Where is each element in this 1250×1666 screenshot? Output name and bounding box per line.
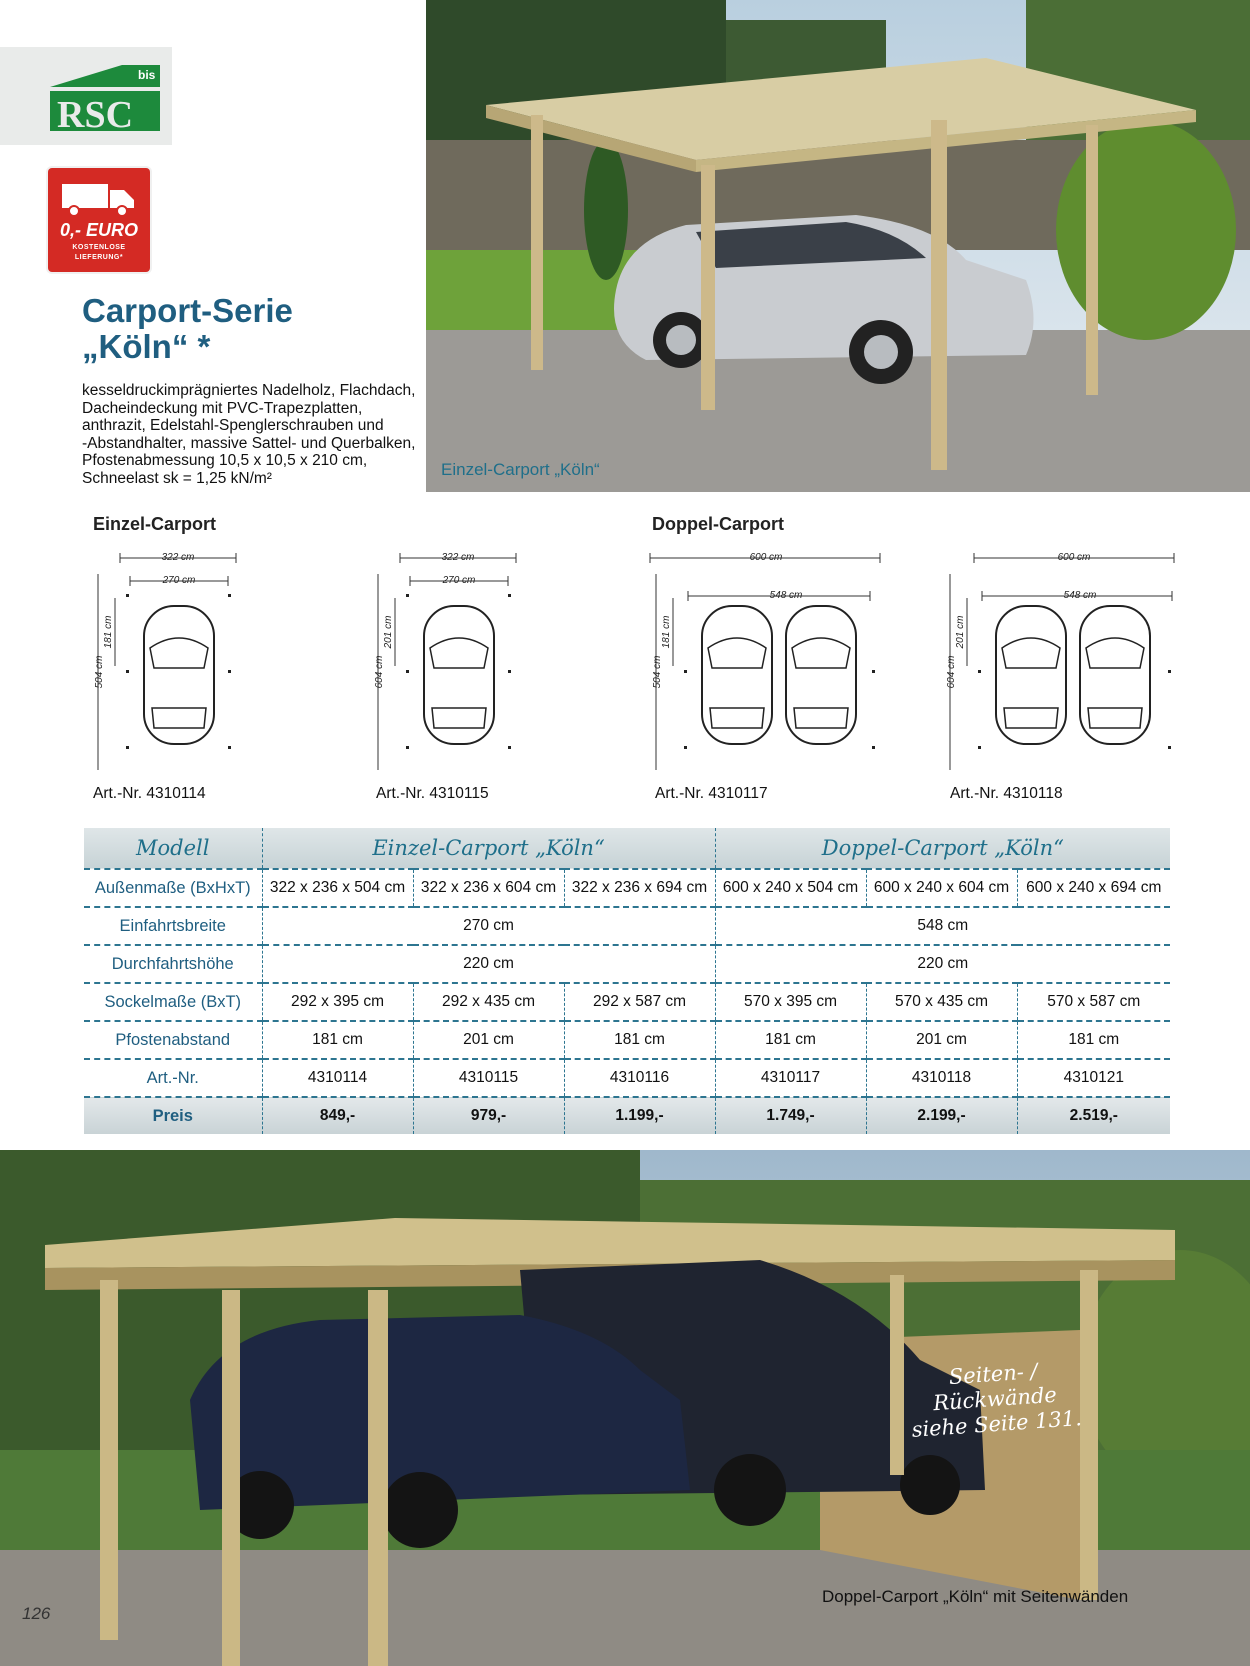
- note-line: Seiten- /: [948, 1358, 1039, 1390]
- plan-art-nr: Art.-Nr. 4310118: [950, 785, 1063, 802]
- row-label: Sockelmaße (BxT): [84, 983, 262, 1021]
- plan-post-distance: 201 cm: [383, 615, 394, 649]
- floor-plan: [646, 548, 886, 780]
- table-cell: 600 x 240 x 694 cm: [1017, 869, 1170, 907]
- row-label: Außenmaße (BxHxT): [84, 869, 262, 907]
- truck-icon: [60, 178, 138, 218]
- car-outline-icon: [144, 606, 214, 744]
- table-row: [84, 1021, 1170, 1059]
- table-cell: 292 x 587 cm: [564, 983, 715, 1021]
- header-model: Modell: [84, 828, 262, 869]
- row-label: Art.-Nr.: [84, 1059, 262, 1097]
- table-cell: 201 cm: [413, 1021, 564, 1059]
- description-line: Schneelast sk = 1,25 kN/m²: [82, 469, 272, 487]
- price-cell: 2.199,-: [866, 1097, 1017, 1134]
- table-cell: 600 x 240 x 504 cm: [715, 869, 866, 907]
- table-cell: 570 x 435 cm: [866, 983, 1017, 1021]
- price-cell: 2.519,-: [1017, 1097, 1170, 1134]
- price-cell: 849,-: [262, 1097, 413, 1134]
- table-cell: 201 cm: [866, 1021, 1017, 1059]
- spec-table: [84, 828, 1170, 1134]
- table-cell: 4310121: [1017, 1059, 1170, 1097]
- car-outline-icon: [786, 606, 856, 744]
- section-double-label: Doppel-Carport: [652, 514, 784, 534]
- page-title: [82, 293, 293, 365]
- table-cell: 548 cm: [715, 907, 1170, 945]
- photo-single-carport: [426, 0, 1250, 492]
- description-line: -Abstandhalter, massive Sattel- und Querbalken,: [82, 434, 416, 452]
- plan-inner-width: 548 cm: [769, 590, 803, 601]
- header-double: Doppel-Carport „Köln“: [715, 828, 1170, 869]
- table-cell: 220 cm: [715, 945, 1170, 983]
- table-cell: 4310115: [413, 1059, 564, 1097]
- description-line: Pfostenabmessung 10,5 x 10,5 x 210 cm,: [82, 452, 368, 469]
- plan-outer-width: 600 cm: [1057, 552, 1091, 563]
- badge-title: 0,- EURO: [59, 220, 138, 240]
- row-label: Preis: [84, 1097, 262, 1134]
- plan-inner-width: 270 cm: [162, 575, 196, 586]
- table-cell: 570 x 395 cm: [715, 983, 866, 1021]
- logo-text: RSC: [57, 94, 134, 136]
- price-cell: 1.749,-: [715, 1097, 866, 1134]
- table-row: [84, 907, 1170, 945]
- table-row: [84, 983, 1170, 1021]
- plan-outer-width: 322 cm: [441, 552, 475, 563]
- table-cell: 322 x 236 x 604 cm: [413, 869, 564, 907]
- row-label: Pfostenabstand: [84, 1021, 262, 1059]
- table-cell: 181 cm: [1017, 1021, 1170, 1059]
- description-line: anthrazit, Edelstahl-Spenglerschrauben und: [82, 417, 384, 434]
- table-header-row: [84, 828, 1170, 869]
- table-cell: 4310118: [866, 1059, 1017, 1097]
- logo-sup: bis: [138, 68, 156, 82]
- header-single: Einzel-Carport „Köln“: [262, 828, 715, 869]
- plan-outer-width: 600 cm: [749, 552, 783, 563]
- plan-art-nr: Art.-Nr. 4310115: [376, 785, 489, 802]
- price-row: [84, 1097, 1170, 1134]
- side-wall-note: [903, 1356, 1088, 1443]
- plan-post-distance: 181 cm: [103, 615, 114, 649]
- plan-art-nr: Art.-Nr. 4310117: [655, 785, 768, 802]
- table-cell: 220 cm: [262, 945, 715, 983]
- photo-top-caption: Einzel-Carport „Köln“: [441, 460, 600, 479]
- table-cell: 570 x 587 cm: [1017, 983, 1170, 1021]
- plan-outer-width: 322 cm: [161, 552, 195, 563]
- table-cell: 322 x 236 x 694 cm: [564, 869, 715, 907]
- table-cell: 600 x 240 x 604 cm: [866, 869, 1017, 907]
- plan-depth: 504 cm: [652, 655, 663, 689]
- table-cell: 4310116: [564, 1059, 715, 1097]
- row-label: Durchfahrtshöhe: [84, 945, 262, 983]
- car-outline-icon: [702, 606, 772, 744]
- plan-art-nr: Art.-Nr. 4310114: [93, 785, 206, 802]
- table-cell: 181 cm: [262, 1021, 413, 1059]
- plan-post-distance: 201 cm: [955, 615, 966, 649]
- car-outline-icon: [996, 606, 1066, 744]
- plan-post-distance: 181 cm: [661, 615, 672, 649]
- table-cell: 292 x 395 cm: [262, 983, 413, 1021]
- car-outline-icon: [424, 606, 494, 744]
- table-row: [84, 869, 1170, 907]
- product-description: [82, 382, 422, 487]
- table-cell: 292 x 435 cm: [413, 983, 564, 1021]
- table-cell: 322 x 236 x 504 cm: [262, 869, 413, 907]
- badge-line2: LIEFERUNG*: [74, 254, 124, 261]
- plan-inner-width: 548 cm: [1063, 590, 1097, 601]
- brand-logo: [0, 47, 172, 145]
- table-cell: 181 cm: [564, 1021, 715, 1059]
- title-line2: „Köln“ *: [82, 328, 211, 365]
- badge-line1: KOSTENLOSE: [72, 244, 126, 251]
- table-row: [84, 1059, 1170, 1097]
- note-line: Rückwände: [932, 1382, 1058, 1416]
- table-row: [84, 945, 1170, 983]
- floor-plan: [88, 548, 248, 780]
- plan-depth: 604 cm: [374, 655, 385, 689]
- description-line: Dacheindeckung mit PVC-Trapezplatten,: [82, 399, 363, 417]
- car-outline-icon: [1080, 606, 1150, 744]
- table-cell: 4310117: [715, 1059, 866, 1097]
- section-single-label: Einzel-Carport: [93, 514, 217, 534]
- plan-inner-width: 270 cm: [442, 575, 476, 586]
- table-cell: 270 cm: [262, 907, 715, 945]
- row-label: Einfahrtsbreite: [84, 907, 262, 945]
- description-line: kesseldruckimprägniertes Nadelholz, Flachdach,: [82, 382, 416, 399]
- title-line1: Carport-Serie: [82, 292, 293, 329]
- plan-depth: 504 cm: [94, 655, 105, 689]
- page-number: 126: [22, 1604, 51, 1623]
- plan-depth: 604 cm: [946, 655, 957, 689]
- table-cell: 181 cm: [715, 1021, 866, 1059]
- floor-plan: [368, 548, 528, 780]
- free-delivery-badge: [48, 168, 150, 272]
- table-cell: 4310114: [262, 1059, 413, 1097]
- photo-bottom-caption: Doppel-Carport „Köln“ mit Seitenwänden: [822, 1587, 1129, 1606]
- price-cell: 979,-: [413, 1097, 564, 1134]
- floor-plan: [940, 548, 1180, 780]
- price-cell: 1.199,-: [564, 1097, 715, 1134]
- note-line: siehe Seite 131.: [910, 1406, 1083, 1442]
